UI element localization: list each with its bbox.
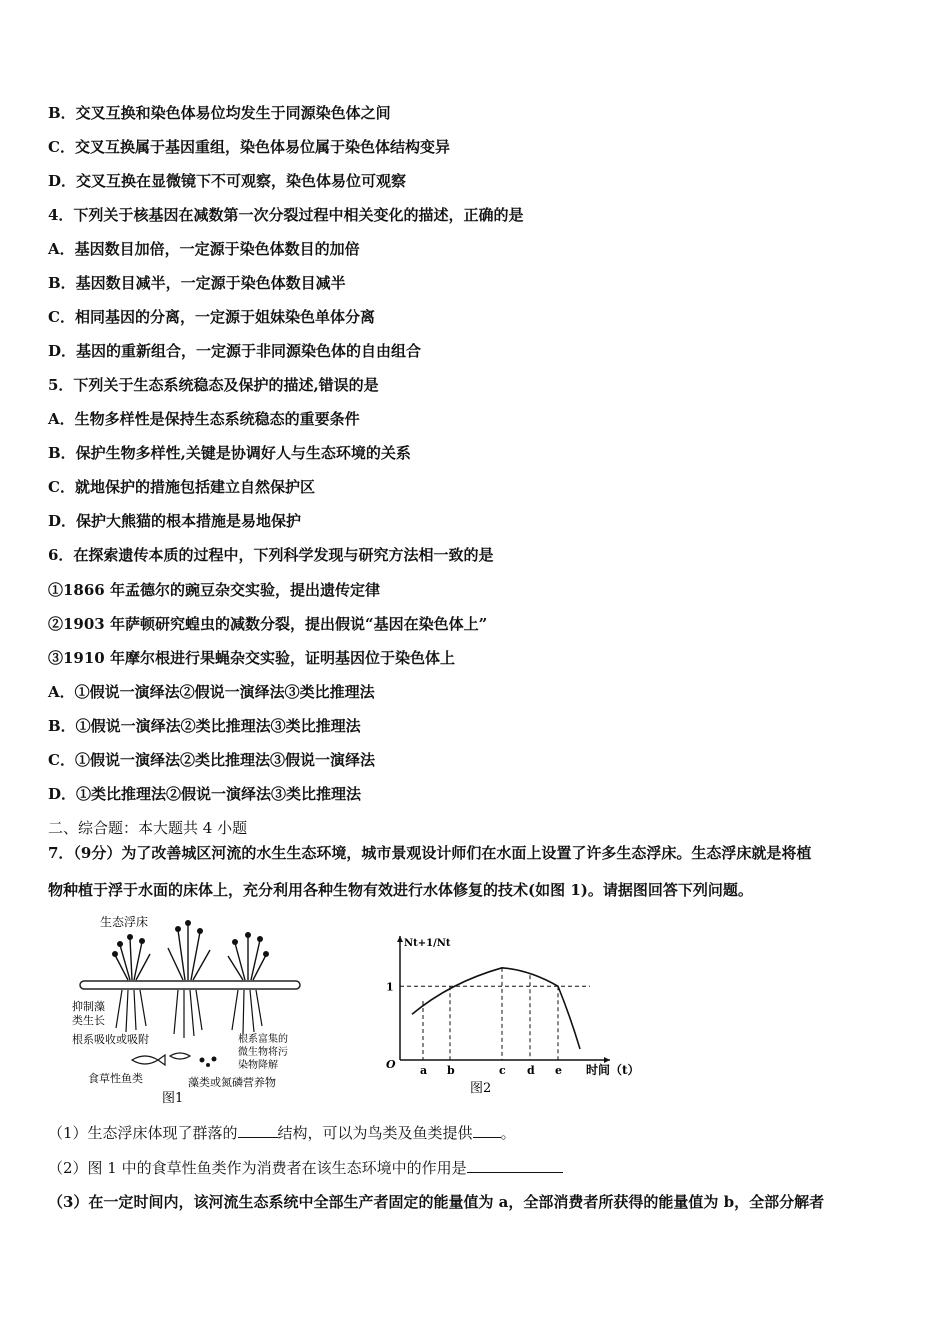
fig1-label-inhibit-1: 抑制藻 — [72, 1000, 105, 1013]
x-tick-label: a — [420, 1064, 428, 1077]
text-line: 4．下列关于核基因在减数第一次分裂过程中相关变化的描述，正确的是 — [48, 206, 524, 224]
fig1-label-micro-2: 微生物将污 — [238, 1047, 288, 1058]
q7-stem-line1: 7．（9分）为了改善城区河流的水生生态环境，城市景观设计师们在水面上设置了许多生态浮床。生态浮床就是将植 — [48, 844, 812, 862]
fig1-label-micro-1: 根系富集的 — [238, 1034, 288, 1045]
text-line: 6．在探索遗传本质的过程中，下列科学发现与研究方法相一致的是 — [48, 546, 494, 564]
x-axis-label: 时间（t） — [586, 1063, 640, 1077]
subquestion-1: （1）生态浮床体现了群落的 结构，可以为鸟类及鱼类提供 。 — [48, 1124, 516, 1142]
fig1-label-inhibit-2: 类生长 — [72, 1014, 105, 1027]
text-line: A．生物多样性是保持生态系统稳态的重要条件 — [48, 410, 360, 428]
x-tick-label: c — [499, 1064, 506, 1077]
text-line: ①1866 年孟德尔的豌豆杂交实验，提出遗传定律 — [48, 581, 380, 599]
series-line — [412, 968, 580, 1049]
text-line: C．交叉互换属于基因重组，染色体易位属于染色体结构变异 — [48, 138, 450, 156]
figure-1-ecological-float-bed — [70, 910, 320, 1105]
text-line: C．就地保护的措施包括建立自然保护区 — [48, 478, 315, 496]
y-reference-label: 1 — [386, 980, 394, 994]
x-tick-label: d — [527, 1064, 535, 1077]
text-line: B．交叉互换和染色体易位均发生于同源染色体之间 — [48, 104, 391, 122]
text-line: D．保护大熊猫的根本措施是易地保护 — [48, 512, 302, 530]
fig2-caption: 图2 — [470, 1081, 492, 1096]
fig1-label-fish: 食草性鱼类 — [88, 1072, 143, 1085]
text-line: B．保护生物多样性,关键是协调好人与生态环境的关系 — [48, 444, 411, 462]
origin-label: O — [386, 1058, 396, 1071]
subquestion-3: （3）在一定时间内，该河流生态系统中全部生产者固定的能量值为 a，全部消费者所获得的能量值为 b，全部分解者 — [48, 1193, 825, 1211]
fig1-label-float-bed: 生态浮床 — [100, 915, 149, 929]
y-axis-arrow — [397, 936, 403, 942]
fish-icon — [132, 1053, 190, 1065]
text-line: ③1910 年摩尔根进行果蝇杂交实验，证明基因位于染色体上 — [48, 649, 455, 667]
text-line: C．①假说一演绎法②类比推理法③假说一演绎法 — [48, 751, 375, 769]
fig1-label-absorb: 根系吸收或吸附 — [72, 1033, 149, 1046]
figure-2-chart — [378, 928, 648, 1098]
text-line: A．①假说一演绎法②假说一演绎法③类比推理法 — [48, 683, 375, 701]
text-line: ②1903 年萨顿研究蝗虫的减数分裂，提出假说“基因在染色体上” — [48, 615, 488, 633]
text-line: D．交叉互换在显微镜下不可观察，染色体易位可观察 — [48, 172, 407, 190]
text-line: B．基因数目减半，一定源于染色体数目减半 — [48, 274, 346, 292]
text-line: 5．下列关于生态系统稳态及保护的描述,错误的是 — [48, 376, 379, 394]
text-line: D．①类比推理法②假说一演绎法③类比推理法 — [48, 785, 362, 803]
fig1-caption: 图1 — [162, 1091, 184, 1105]
subquestion-2: （2）图 1 中的食草性鱼类作为消费者在该生态环境中的作用是 — [48, 1158, 563, 1178]
text-line: B．①假说一演绎法②类比推理法③类比推理法 — [48, 717, 361, 735]
text-line: D．基因的重新组合，一定源于非同源染色体的自由组合 — [48, 342, 422, 360]
text-line: A．基因数目加倍，一定源于染色体数目的加倍 — [48, 240, 360, 258]
q7-stem-line2: 物种植于浮于水面的床体上，充分利用各种生物有效进行水体修复的技术(如图 1)。请据图回答下列问题。 — [48, 881, 753, 899]
fig1-label-nutrients: 藻类或氮磷营养物 — [188, 1076, 276, 1089]
fig1-label-micro-3: 染物降解 — [238, 1060, 278, 1071]
x-tick-label: b — [447, 1064, 455, 1077]
text-line: 二、综合题：本大题共 4 小题 — [48, 819, 248, 837]
y-axis-label: Nt+1/Nt — [404, 938, 451, 949]
x-tick-label: e — [555, 1064, 562, 1077]
text-line: C．相同基因的分离，一定源于姐妹染色单体分离 — [48, 308, 375, 326]
